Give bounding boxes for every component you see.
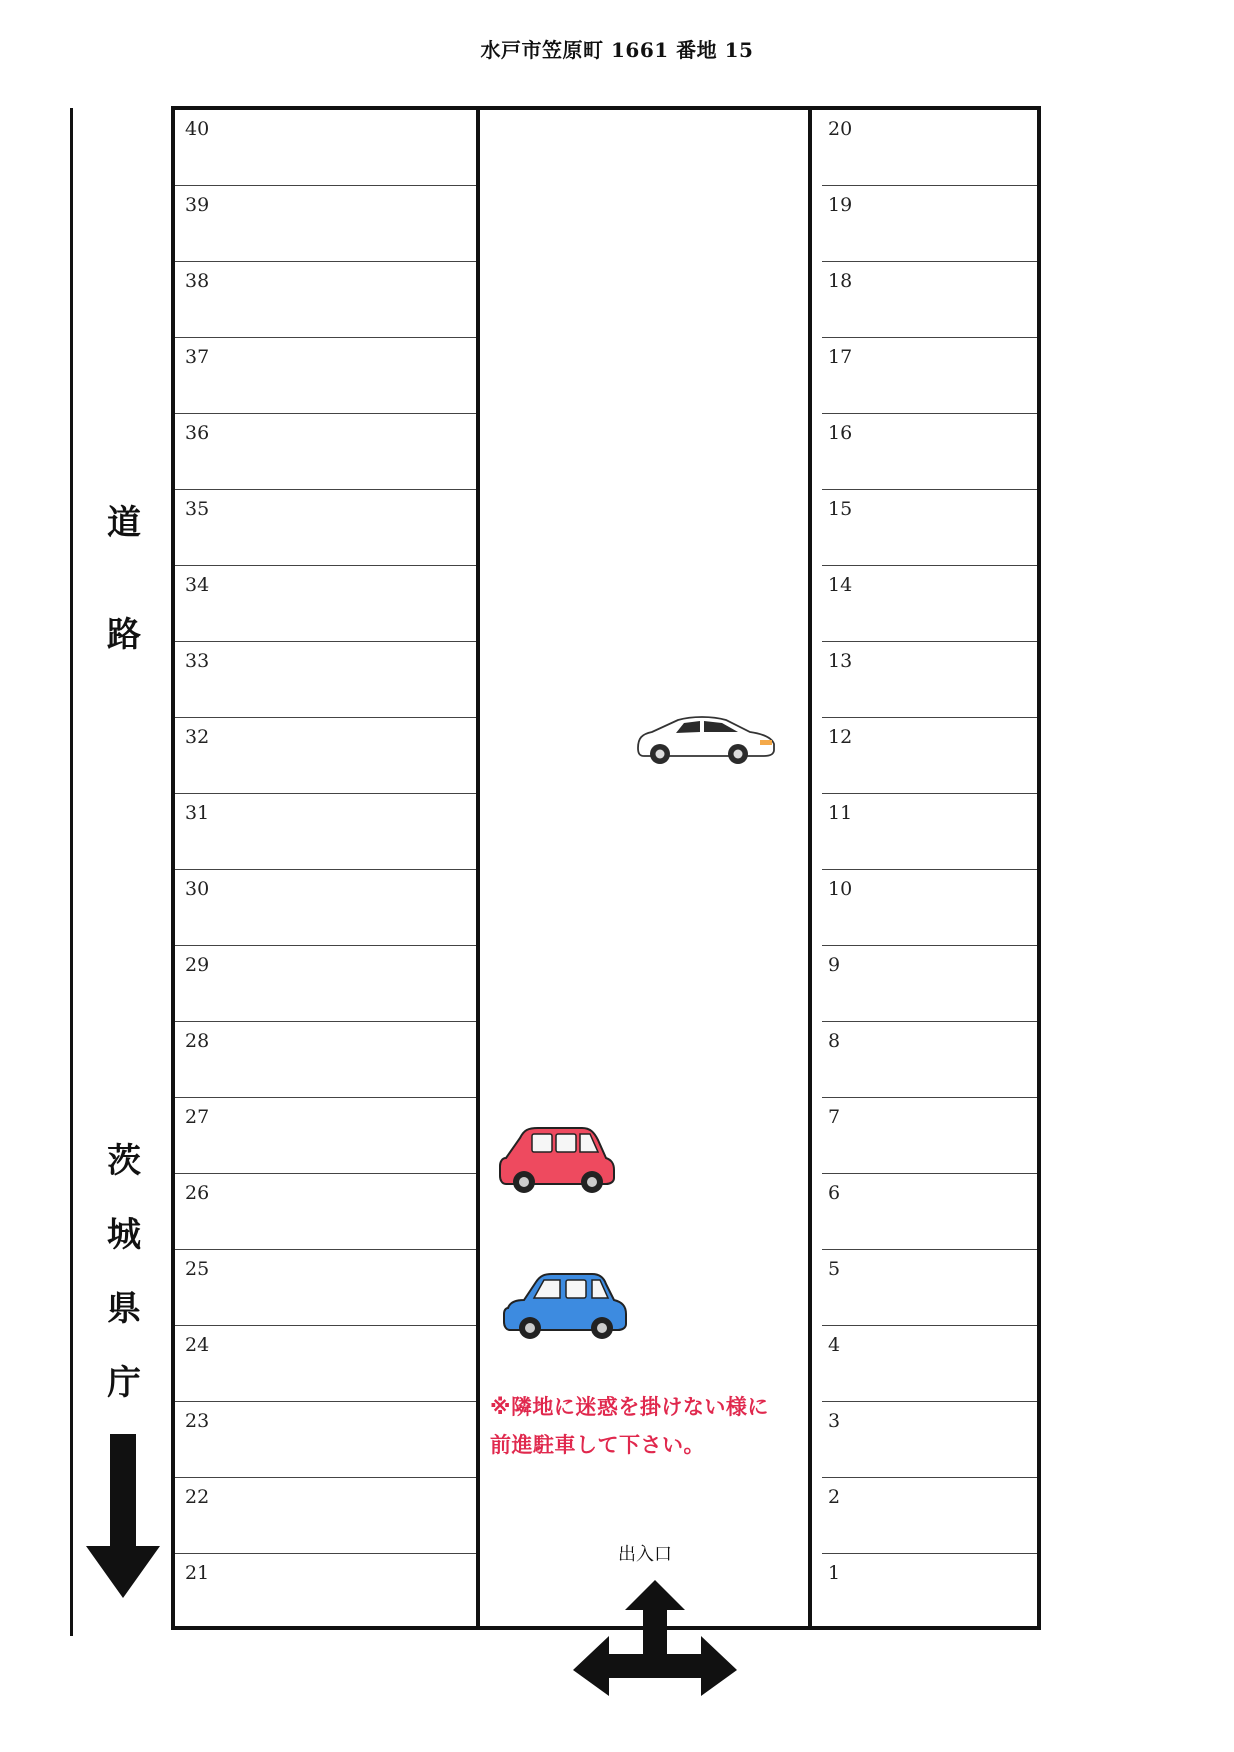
parking-space-number: 9	[828, 954, 841, 976]
white-car-icon	[634, 714, 776, 764]
parking-space-number: 22	[185, 1486, 210, 1508]
forward-parking-notice	[490, 1388, 820, 1464]
parking-space-number: 36	[185, 422, 210, 444]
right-parking-column	[822, 110, 1037, 1630]
parking-space-left	[175, 262, 476, 338]
parking-space-left	[175, 338, 476, 414]
parking-space-right	[822, 946, 1037, 1022]
road-label-char: 路	[107, 615, 141, 655]
road-label-char: 道	[107, 503, 141, 543]
parking-space-number: 18	[828, 270, 853, 292]
parking-space-number: 28	[185, 1030, 210, 1052]
parking-space-right	[822, 1554, 1037, 1630]
parking-space-number: 13	[828, 650, 853, 672]
parking-space-right	[822, 870, 1037, 946]
parking-space-right	[822, 1174, 1037, 1250]
parking-space-left	[175, 490, 476, 566]
parking-space-left	[175, 1402, 476, 1478]
notice-line-1: ※隣地に迷惑を掛けない様に	[490, 1395, 769, 1419]
parking-space-number: 24	[185, 1334, 210, 1356]
parking-space-left	[175, 946, 476, 1022]
parking-space-right	[822, 1098, 1037, 1174]
parking-space-number: 19	[828, 194, 853, 216]
entrance-label: 出入口	[618, 1544, 672, 1565]
down-arrow-icon	[86, 1434, 160, 1598]
parking-space-right	[822, 262, 1037, 338]
parking-space-number: 15	[828, 498, 853, 520]
parking-space-number: 14	[828, 574, 853, 596]
parking-space-left	[175, 718, 476, 794]
parking-space-left	[175, 1098, 476, 1174]
parking-space-number: 4	[828, 1334, 841, 1356]
parking-space-left	[175, 110, 476, 186]
parking-space-number: 37	[185, 346, 210, 368]
parking-space-number: 40	[185, 118, 210, 140]
parking-space-left	[175, 794, 476, 870]
parking-space-number: 38	[185, 270, 210, 292]
parking-space-number: 32	[185, 726, 210, 748]
parking-space-number: 23	[185, 1410, 210, 1432]
parking-space-number: 39	[185, 194, 210, 216]
parking-space-number: 8	[828, 1030, 841, 1052]
parking-space-left	[175, 1174, 476, 1250]
parking-space-right	[822, 718, 1037, 794]
parking-space-right	[822, 110, 1037, 186]
parking-space-right	[822, 642, 1037, 718]
prefecture-label-char: 茨	[107, 1141, 141, 1181]
parking-space-number: 12	[828, 726, 853, 748]
parking-space-number: 26	[185, 1182, 210, 1204]
parking-space-number: 1	[828, 1562, 841, 1584]
blue-car-icon	[502, 1272, 628, 1342]
parking-space-number: 29	[185, 954, 210, 976]
parking-space-number: 10	[828, 878, 853, 900]
parking-space-right	[822, 490, 1037, 566]
parking-space-left	[175, 186, 476, 262]
parking-space-right	[822, 1326, 1037, 1402]
parking-space-left	[175, 414, 476, 490]
parking-space-number: 6	[828, 1182, 841, 1204]
parking-space-number: 31	[185, 802, 210, 824]
notice-line-2: 前進駐車して下さい。	[490, 1433, 705, 1457]
parking-space-right	[822, 566, 1037, 642]
parking-space-number: 16	[828, 422, 853, 444]
prefecture-label-char: 庁	[107, 1363, 141, 1403]
parking-space-number: 2	[828, 1486, 841, 1508]
parking-space-number: 25	[185, 1258, 210, 1280]
prefecture-label-char: 県	[107, 1289, 141, 1329]
parking-space-right	[822, 1250, 1037, 1326]
parking-space-left	[175, 870, 476, 946]
parking-space-left	[175, 642, 476, 718]
parking-space-right	[822, 186, 1037, 262]
parking-space-number: 35	[185, 498, 210, 520]
parking-space-number: 33	[185, 650, 210, 672]
red-car-icon	[498, 1124, 616, 1194]
parking-space-number: 21	[185, 1562, 210, 1584]
prefecture-label-char: 城	[107, 1215, 141, 1255]
parking-space-number: 17	[828, 346, 853, 368]
parking-space-number: 3	[828, 1410, 841, 1432]
parking-space-number: 7	[828, 1106, 841, 1128]
parking-space-number: 20	[828, 118, 853, 140]
parking-space-right	[822, 794, 1037, 870]
entrance-arrows-icon	[553, 1580, 757, 1696]
parking-space-number: 30	[185, 878, 210, 900]
parking-space-number: 34	[185, 574, 210, 596]
left-parking-column	[175, 110, 476, 1630]
parking-space-left	[175, 1022, 476, 1098]
parking-space-number: 11	[828, 802, 853, 824]
parking-space-left	[175, 1478, 476, 1554]
parking-space-right	[822, 1022, 1037, 1098]
parking-space-left	[175, 1554, 476, 1630]
address-title: 水戸市笠原町 1661 番地 15	[480, 38, 754, 62]
parking-space-left	[175, 566, 476, 642]
road-line	[70, 108, 73, 1636]
parking-space-right	[822, 1478, 1037, 1554]
parking-space-number: 27	[185, 1106, 210, 1128]
aisle-left-line	[476, 106, 480, 1630]
parking-space-right	[822, 338, 1037, 414]
parking-space-left	[175, 1250, 476, 1326]
parking-space-number: 5	[828, 1258, 841, 1280]
parking-space-left	[175, 1326, 476, 1402]
parking-space-right	[822, 414, 1037, 490]
parking-space-right	[822, 1402, 1037, 1478]
